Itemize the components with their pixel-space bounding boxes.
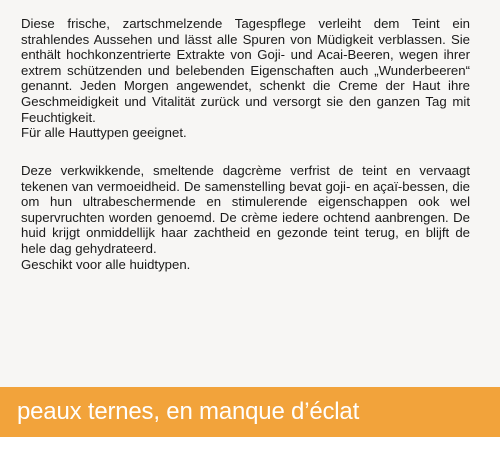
german-skin-types: Für alle Hauttypen geeignet.: [21, 125, 187, 141]
skin-concern-band: [0, 387, 500, 437]
skin-concern-label: peaux ternes, en manque d’éclat: [17, 398, 360, 425]
bottom-strip: [0, 437, 500, 460]
german-body-text: Diese frische, zartschmelzende Tagespflege verleiht dem Teint ein strahlendes Aussehen und lässt alle Spuren von Müdigkeit verblassen. Sie enthält hochkonzentrierte Extrakte von Goji- und Acai-Beeren, wegen ihrer extrem schützenden und belebenden Eigenschaften auch „Wunderbeeren“ genannt. Jeden Morgen angewendet, schenkt die Creme der Haut ihre Geschmeidigkeit und Vitalität zurück und versorgt sie den ganzen Tag mit Feuchtigkeit.: [21, 16, 470, 125]
dutch-body-text: Deze verkwikkende, smeltende dagcrème verfrist de teint en vervaagt tekenen van vermoeidheid. De samenstelling bevat goji- en açaï-bessen, die om hun ultrabeschermende en stimulerende eigenschappen ook wel supervruchten worden genoemd. De crème iedere ochtend aanbrengen. De huid krijgt onmiddellijk haar zachtheid en gezonde teint terug, en blijft de hele dag gehydrateerd.: [21, 163, 470, 256]
dutch-skin-types: Geschikt voor alle huidtypen.: [21, 256, 191, 272]
dutch-description: [21, 163, 470, 272]
german-description: [21, 16, 470, 141]
